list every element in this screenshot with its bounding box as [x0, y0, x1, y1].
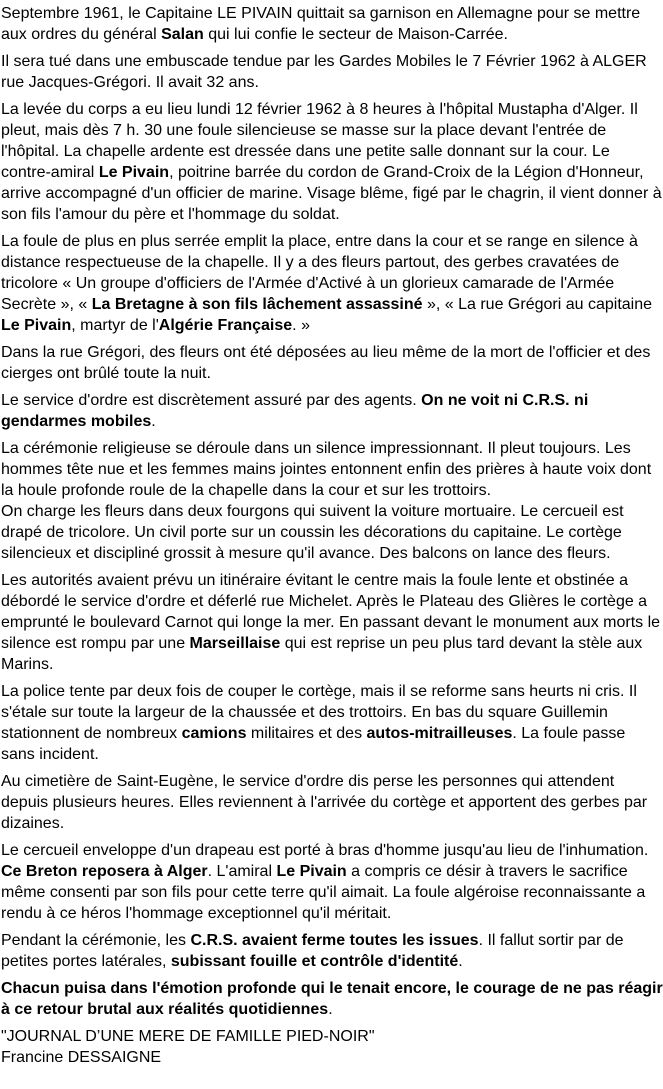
bold-text: Le Pivain	[98, 164, 170, 181]
text-run: », « La rue Grégori au capitaine	[422, 296, 653, 313]
text-run: On charge les fleurs dans deux fourgons qui suivent la voiture mortuaire. Le cercueil est drapé de tricolore. Un civil porte sur un coussin les décorations du capitaine. Le cortège silencieux et discipliné grossit à mesure qu'il avance. Des balcons on lance des fleurs.	[1, 503, 624, 562]
text-run: Pendant la cérémonie, les	[1, 932, 191, 949]
bold-text: On ne voit ni C.R.S. ni gendarmes mobiles	[1, 392, 589, 430]
paragraph	[1, 771, 663, 834]
paragraph	[1, 570, 663, 675]
text-run: a compris ce désir à travers le sacrifice même consenti par son fils pour cette terre qu'il aimait. La foule algéroise reconnaissante a rendu à ce héros l'hommage exceptionnel qu'il méritait.	[1, 863, 646, 922]
source-line: "JOURNAL D’UNE MERE DE FAMILLE PIED-NOIR"	[1, 1028, 375, 1045]
paragraph	[1, 390, 663, 432]
text-run: . L'amiral	[207, 863, 277, 880]
paragraph	[1, 51, 663, 93]
text-run: . La foule passe sans incident.	[1, 725, 626, 763]
text-run: La cérémonie religieuse se déroule dans un silence impressionnant. Il pleut toujours. Les hommes tête nue et les femmes mains jointes entonnent enfin des prières à haute voix dont la houle profonde roule de la chapelle dans la cour et sur les trottoirs.	[1, 440, 652, 499]
author-line: Francine DESSAIGNE	[1, 1049, 162, 1066]
bold-text: Salan	[161, 26, 204, 43]
text-run: La police tente par deux fois de couper le cortège, mais il se reforme sans heurts ni cris. Il s'étale sur toute la largeur de la chaussée et des trottoirs. En bas du square Guillemin stationnent de nombreux	[1, 683, 637, 742]
text-run: qui est reprise un peu plus tard devant la stèle aux Marins.	[1, 635, 643, 673]
text-run: Dans la rue Grégori, des fleurs ont été déposées au lieu même de la mort de l'officier et des cierges ont brûlé toute la nuit.	[1, 344, 651, 382]
paragraph	[1, 681, 663, 765]
text-run: Il sera tué dans une embuscade tendue par les Gardes Mobiles le 7 Février 1962 à ALGER rue Jacques-Grégori. Il avait 32 ans.	[1, 53, 647, 91]
text-run: , poitrine barrée du cordon de Grand-Croix de la Légion d'Honneur, arrive accompagné d'un officier de marine. Visage blême, figé par le chagrin, il vient donner à son fils l'amour du père et l'hommage du soldat.	[1, 164, 662, 223]
bold-text: Ce Breton reposera à Alger	[1, 863, 208, 880]
text-run: Au cimetière de Saint-Eugène, le service d'ordre dis perse les personnes qui attendent depuis plusieurs heures. Elles reviennent à l'arrivée du cortège et apportent des gerbes par dizaines.	[1, 773, 648, 832]
text-run: militaires et des	[246, 725, 367, 742]
text-run: , martyr de l'	[71, 317, 159, 334]
bold-text: camions	[181, 725, 247, 742]
bold-text: Chacun puisa dans l'émotion profonde qui le tenait encore, le courage de ne pas réagir à ce retour brutal aux réalités quotidiennes	[1, 980, 663, 1018]
paragraph	[1, 231, 663, 336]
bold-text: C.R.S. avaient ferme toutes les issues	[190, 932, 479, 949]
paragraph	[1, 978, 663, 1020]
text-run: Le service d'ordre est discrètement assuré par des agents.	[1, 392, 422, 409]
paragraph	[1, 840, 663, 924]
text-run: Les autorités avaient prévu un itinéraire évitant le centre mais la foule lente et obstinée a débordé le service d'ordre et déferlé rue Michelet. Après le Plateau des Glières le cortège a emprunté le boulevard Carnot qui longe la mer. En passant devant le monument aux morts le silence est rompu par une	[1, 572, 661, 652]
bold-text: La Bretagne à son fils lâchement assassiné	[91, 296, 423, 313]
text-run: La foule de plus en plus serrée emplit la place, entre dans la cour et se range en silence à distance respectueuse de la chapelle. Il y a des fleurs partout, des gerbes cravatées de tricolore « Un groupe d'officiers de l'Armée d'Activé à un glorieux camarade de l'Armée Secrète », «	[1, 233, 638, 313]
text-run: Le cercueil enveloppe d'un drapeau est porté à bras d'homme jusqu'au lieu de l'inhumation.	[1, 842, 649, 859]
text-run: La levée du corps a eu lieu lundi 12 février 1962 à 8 heures à l'hôpital Mustapha d'Alger. Il pleut, mais dès 7 h. 30 une foule silencieuse se masse sur la place devant l'entrée de l'hôpital. La chapelle ardente est dressée dans une petite salle donnant sur la cour. Le contre-amiral	[1, 101, 638, 181]
bold-text: Le Pivain	[1, 317, 72, 334]
text-run: .	[458, 953, 463, 970]
text-run: . »	[292, 317, 310, 334]
bold-text: Algérie Française	[158, 317, 293, 334]
bold-text: Marseillaise	[189, 635, 281, 652]
bold-text: Le Pivain	[276, 863, 347, 880]
paragraph	[1, 342, 663, 384]
paragraph	[1, 3, 663, 45]
text-run: .	[328, 1001, 333, 1018]
text-run: qui lui confie le secteur de Maison-Carrée.	[203, 26, 508, 43]
text-run: Septembre 1961, le Capitaine LE PIVAIN quittait sa garnison en Allemagne pour se mettre aux ordres du général	[1, 5, 641, 43]
paragraph	[1, 99, 663, 225]
bold-text: subissant fouille et contrôle d'identité	[170, 953, 459, 970]
paragraph	[1, 438, 663, 564]
text-run: . Il fallut sortir par de petites portes latérales,	[1, 932, 624, 970]
bold-text: autos-mitrailleuses	[366, 725, 513, 742]
paragraph	[1, 930, 663, 972]
text-run: .	[151, 413, 156, 430]
article-text	[1, 3, 663, 1020]
